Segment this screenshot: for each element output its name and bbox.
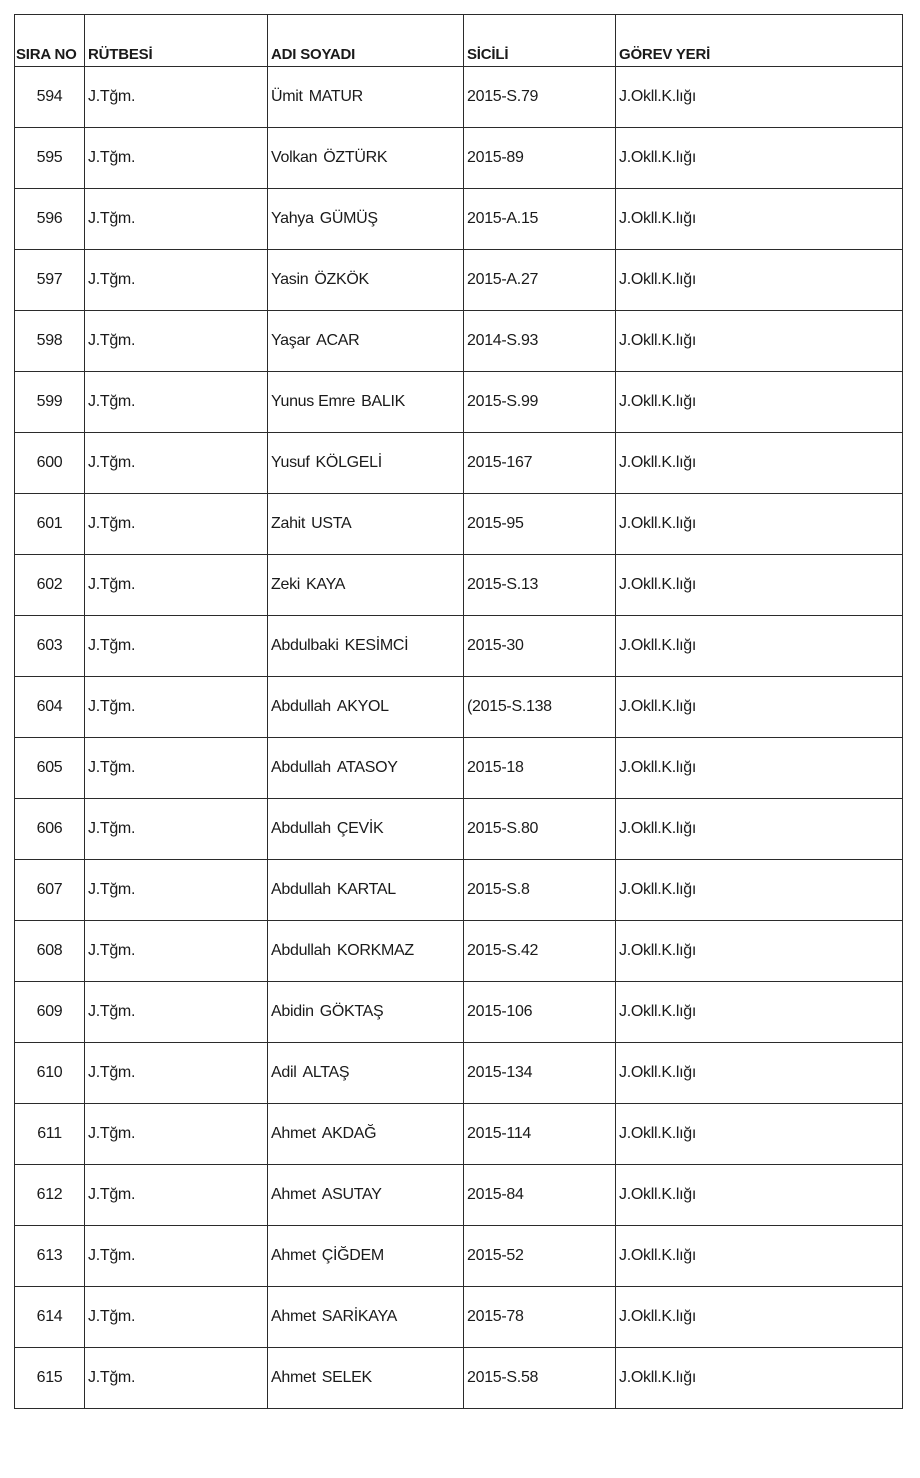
cell-gorev-yeri: J.Okll.K.lığı (616, 433, 903, 494)
cell-adi-soyadi (268, 1104, 464, 1165)
cell-rutbesi: J.Tğm. (85, 860, 268, 921)
first-name: Zahit (271, 515, 306, 532)
table-row (15, 616, 903, 677)
cell-sicili: 2015-78 (464, 1287, 616, 1348)
header-adi-soyadi: ADI SOYADI (268, 15, 464, 67)
cell-sira-no: 614 (15, 1287, 85, 1348)
cell-sira-no: 606 (15, 799, 85, 860)
cell-gorev-yeri: J.Okll.K.lığı (616, 1165, 903, 1226)
cell-sicili: 2015-95 (464, 494, 616, 555)
cell-adi-soyadi (268, 372, 464, 433)
cell-sicili: 2015-167 (464, 433, 616, 494)
table-row (15, 799, 903, 860)
table-row (15, 738, 903, 799)
table-row (15, 1165, 903, 1226)
cell-sira-no: 597 (15, 250, 85, 311)
cell-gorev-yeri: J.Okll.K.lığı (616, 311, 903, 372)
first-name: Zeki (271, 576, 301, 593)
cell-sicili: 2014-S.93 (464, 311, 616, 372)
cell-sira-no: 602 (15, 555, 85, 616)
cell-rutbesi: J.Tğm. (85, 555, 268, 616)
cell-sicili: 2015-134 (464, 1043, 616, 1104)
cell-gorev-yeri: J.Okll.K.lığı (616, 799, 903, 860)
cell-rutbesi: J.Tğm. (85, 67, 268, 128)
cell-sicili: 2015-106 (464, 982, 616, 1043)
last-name: GÖKTAŞ (319, 1003, 384, 1020)
table-row (15, 189, 903, 250)
cell-adi-soyadi (268, 616, 464, 677)
cell-sicili: 2015-S.13 (464, 555, 616, 616)
cell-sicili: 2015-18 (464, 738, 616, 799)
last-name: SARİKAYA (321, 1308, 398, 1325)
first-name: Yahya (271, 210, 314, 227)
cell-rutbesi: J.Tğm. (85, 1226, 268, 1287)
cell-sira-no: 596 (15, 189, 85, 250)
cell-adi-soyadi (268, 921, 464, 982)
table-row (15, 1226, 903, 1287)
cell-sicili: 2015-S.99 (464, 372, 616, 433)
last-name: KORKMAZ (336, 942, 414, 959)
cell-sira-no: 612 (15, 1165, 85, 1226)
last-name: KÖLGELİ (315, 454, 382, 471)
last-name: SELEK (321, 1369, 372, 1386)
cell-sira-no: 608 (15, 921, 85, 982)
table-row (15, 1348, 903, 1409)
cell-rutbesi: J.Tğm. (85, 494, 268, 555)
cell-rutbesi: J.Tğm. (85, 189, 268, 250)
cell-sicili: 2015-S.58 (464, 1348, 616, 1409)
last-name: KESİMCİ (344, 637, 409, 654)
cell-rutbesi: J.Tğm. (85, 616, 268, 677)
cell-sira-no: 600 (15, 433, 85, 494)
first-name: Abdullah (271, 881, 331, 898)
cell-adi-soyadi (268, 128, 464, 189)
first-name: Ahmet (271, 1186, 316, 1203)
last-name: AKDAĞ (321, 1125, 377, 1142)
first-name: Abdullah (271, 820, 331, 837)
last-name: ASUTAY (321, 1186, 382, 1203)
cell-adi-soyadi (268, 250, 464, 311)
cell-sicili: 2015-S.8 (464, 860, 616, 921)
last-name: KAYA (306, 576, 346, 593)
cell-rutbesi: J.Tğm. (85, 1348, 268, 1409)
cell-sicili: 2015-A.15 (464, 189, 616, 250)
cell-sira-no: 605 (15, 738, 85, 799)
cell-adi-soyadi (268, 1287, 464, 1348)
cell-rutbesi: J.Tğm. (85, 250, 268, 311)
cell-gorev-yeri: J.Okll.K.lığı (616, 921, 903, 982)
cell-gorev-yeri: J.Okll.K.lığı (616, 250, 903, 311)
cell-gorev-yeri: J.Okll.K.lığı (616, 860, 903, 921)
last-name: ÖZTÜRK (323, 149, 388, 166)
first-name: Abdullah (271, 942, 331, 959)
cell-adi-soyadi (268, 433, 464, 494)
table-body (15, 67, 903, 1409)
cell-gorev-yeri: J.Okll.K.lığı (616, 67, 903, 128)
cell-rutbesi: J.Tğm. (85, 738, 268, 799)
cell-sicili: 2015-A.27 (464, 250, 616, 311)
cell-rutbesi: J.Tğm. (85, 1104, 268, 1165)
first-name: Abdulbaki (271, 637, 339, 654)
last-name: GÜMÜŞ (319, 210, 378, 227)
cell-gorev-yeri: J.Okll.K.lığı (616, 1287, 903, 1348)
table-row (15, 67, 903, 128)
table-row (15, 1104, 903, 1165)
last-name: BALIK (361, 393, 406, 410)
first-name: Abdullah (271, 698, 331, 715)
first-name: Ahmet (271, 1125, 316, 1142)
cell-sira-no: 604 (15, 677, 85, 738)
cell-rutbesi: J.Tğm. (85, 1287, 268, 1348)
cell-gorev-yeri: J.Okll.K.lığı (616, 1104, 903, 1165)
cell-rutbesi: J.Tğm. (85, 799, 268, 860)
cell-sira-no: 603 (15, 616, 85, 677)
header-sira-no: SIRA NO (15, 15, 85, 67)
first-name: Yusuf (271, 454, 310, 471)
first-name: Ahmet (271, 1369, 316, 1386)
header-rutbesi: RÜTBESİ (85, 15, 268, 67)
last-name: ATASOY (336, 759, 398, 776)
cell-sira-no: 611 (15, 1104, 85, 1165)
cell-sicili: 2015-S.42 (464, 921, 616, 982)
table-row (15, 982, 903, 1043)
cell-sira-no: 595 (15, 128, 85, 189)
first-name: Ahmet (271, 1308, 316, 1325)
cell-sira-no: 601 (15, 494, 85, 555)
cell-adi-soyadi (268, 1348, 464, 1409)
cell-gorev-yeri: J.Okll.K.lığı (616, 128, 903, 189)
cell-gorev-yeri: J.Okll.K.lığı (616, 372, 903, 433)
first-name: Yunus Emre (271, 393, 356, 410)
last-name: ÇEVİK (336, 820, 384, 837)
last-name: ACAR (316, 332, 360, 349)
cell-sicili: 2015-89 (464, 128, 616, 189)
first-name: Abidin (271, 1003, 314, 1020)
last-name: MATUR (308, 88, 363, 105)
table-row (15, 860, 903, 921)
cell-adi-soyadi (268, 982, 464, 1043)
cell-rutbesi: J.Tğm. (85, 128, 268, 189)
cell-gorev-yeri: J.Okll.K.lığı (616, 677, 903, 738)
cell-gorev-yeri: J.Okll.K.lığı (616, 1348, 903, 1409)
cell-rutbesi: J.Tğm. (85, 372, 268, 433)
table-row (15, 250, 903, 311)
cell-gorev-yeri: J.Okll.K.lığı (616, 555, 903, 616)
cell-adi-soyadi (268, 738, 464, 799)
cell-gorev-yeri: J.Okll.K.lığı (616, 494, 903, 555)
cell-rutbesi: J.Tğm. (85, 677, 268, 738)
cell-adi-soyadi (268, 799, 464, 860)
last-name: AKYOL (336, 698, 389, 715)
cell-gorev-yeri: J.Okll.K.lığı (616, 982, 903, 1043)
cell-sira-no: 598 (15, 311, 85, 372)
last-name: KARTAL (336, 881, 396, 898)
cell-rutbesi: J.Tğm. (85, 1165, 268, 1226)
first-name: Yasin (271, 271, 309, 288)
cell-sicili: 2015-84 (464, 1165, 616, 1226)
cell-rutbesi: J.Tğm. (85, 982, 268, 1043)
table-row (15, 128, 903, 189)
cell-gorev-yeri: J.Okll.K.lığı (616, 1226, 903, 1287)
cell-sicili: 2015-114 (464, 1104, 616, 1165)
cell-adi-soyadi (268, 677, 464, 738)
table-row (15, 677, 903, 738)
first-name: Ahmet (271, 1247, 316, 1264)
first-name: Volkan (271, 149, 318, 166)
cell-sicili: 2015-S.80 (464, 799, 616, 860)
table-row (15, 311, 903, 372)
cell-adi-soyadi (268, 1226, 464, 1287)
cell-adi-soyadi (268, 1043, 464, 1104)
table-row (15, 372, 903, 433)
table-header-row (15, 15, 903, 67)
cell-sicili: (2015-S.138 (464, 677, 616, 738)
cell-rutbesi: J.Tğm. (85, 311, 268, 372)
cell-gorev-yeri: J.Okll.K.lığı (616, 616, 903, 677)
cell-adi-soyadi (268, 189, 464, 250)
cell-gorev-yeri: J.Okll.K.lığı (616, 1043, 903, 1104)
cell-adi-soyadi (268, 555, 464, 616)
last-name: USTA (311, 515, 352, 532)
table-row (15, 1287, 903, 1348)
table-row (15, 494, 903, 555)
cell-sicili: 2015-52 (464, 1226, 616, 1287)
cell-gorev-yeri: J.Okll.K.lığı (616, 189, 903, 250)
cell-gorev-yeri: J.Okll.K.lığı (616, 738, 903, 799)
cell-sira-no: 607 (15, 860, 85, 921)
first-name: Abdullah (271, 759, 331, 776)
cell-rutbesi: J.Tğm. (85, 433, 268, 494)
cell-sicili: 2015-S.79 (464, 67, 616, 128)
cell-sicili: 2015-30 (464, 616, 616, 677)
cell-sira-no: 615 (15, 1348, 85, 1409)
last-name: ALTAŞ (302, 1064, 350, 1081)
cell-sira-no: 610 (15, 1043, 85, 1104)
first-name: Ümit (271, 88, 303, 105)
cell-sira-no: 599 (15, 372, 85, 433)
header-sicili: SİCİLİ (464, 15, 616, 67)
header-gorev-yeri: GÖREV YERİ (616, 15, 903, 67)
cell-sira-no: 594 (15, 67, 85, 128)
first-name: Adil (271, 1064, 297, 1081)
table-row (15, 921, 903, 982)
cell-rutbesi: J.Tğm. (85, 921, 268, 982)
last-name: ÇİĞDEM (321, 1247, 384, 1264)
last-name: ÖZKÖK (314, 271, 369, 288)
cell-adi-soyadi (268, 311, 464, 372)
cell-adi-soyadi (268, 67, 464, 128)
table-row (15, 433, 903, 494)
cell-sira-no: 609 (15, 982, 85, 1043)
personnel-table (14, 14, 903, 1409)
cell-adi-soyadi (268, 494, 464, 555)
table-row (15, 555, 903, 616)
cell-adi-soyadi (268, 860, 464, 921)
document-sheet (14, 14, 902, 1409)
table-row (15, 1043, 903, 1104)
cell-rutbesi: J.Tğm. (85, 1043, 268, 1104)
cell-adi-soyadi (268, 1165, 464, 1226)
first-name: Yaşar (271, 332, 311, 349)
cell-sira-no: 613 (15, 1226, 85, 1287)
